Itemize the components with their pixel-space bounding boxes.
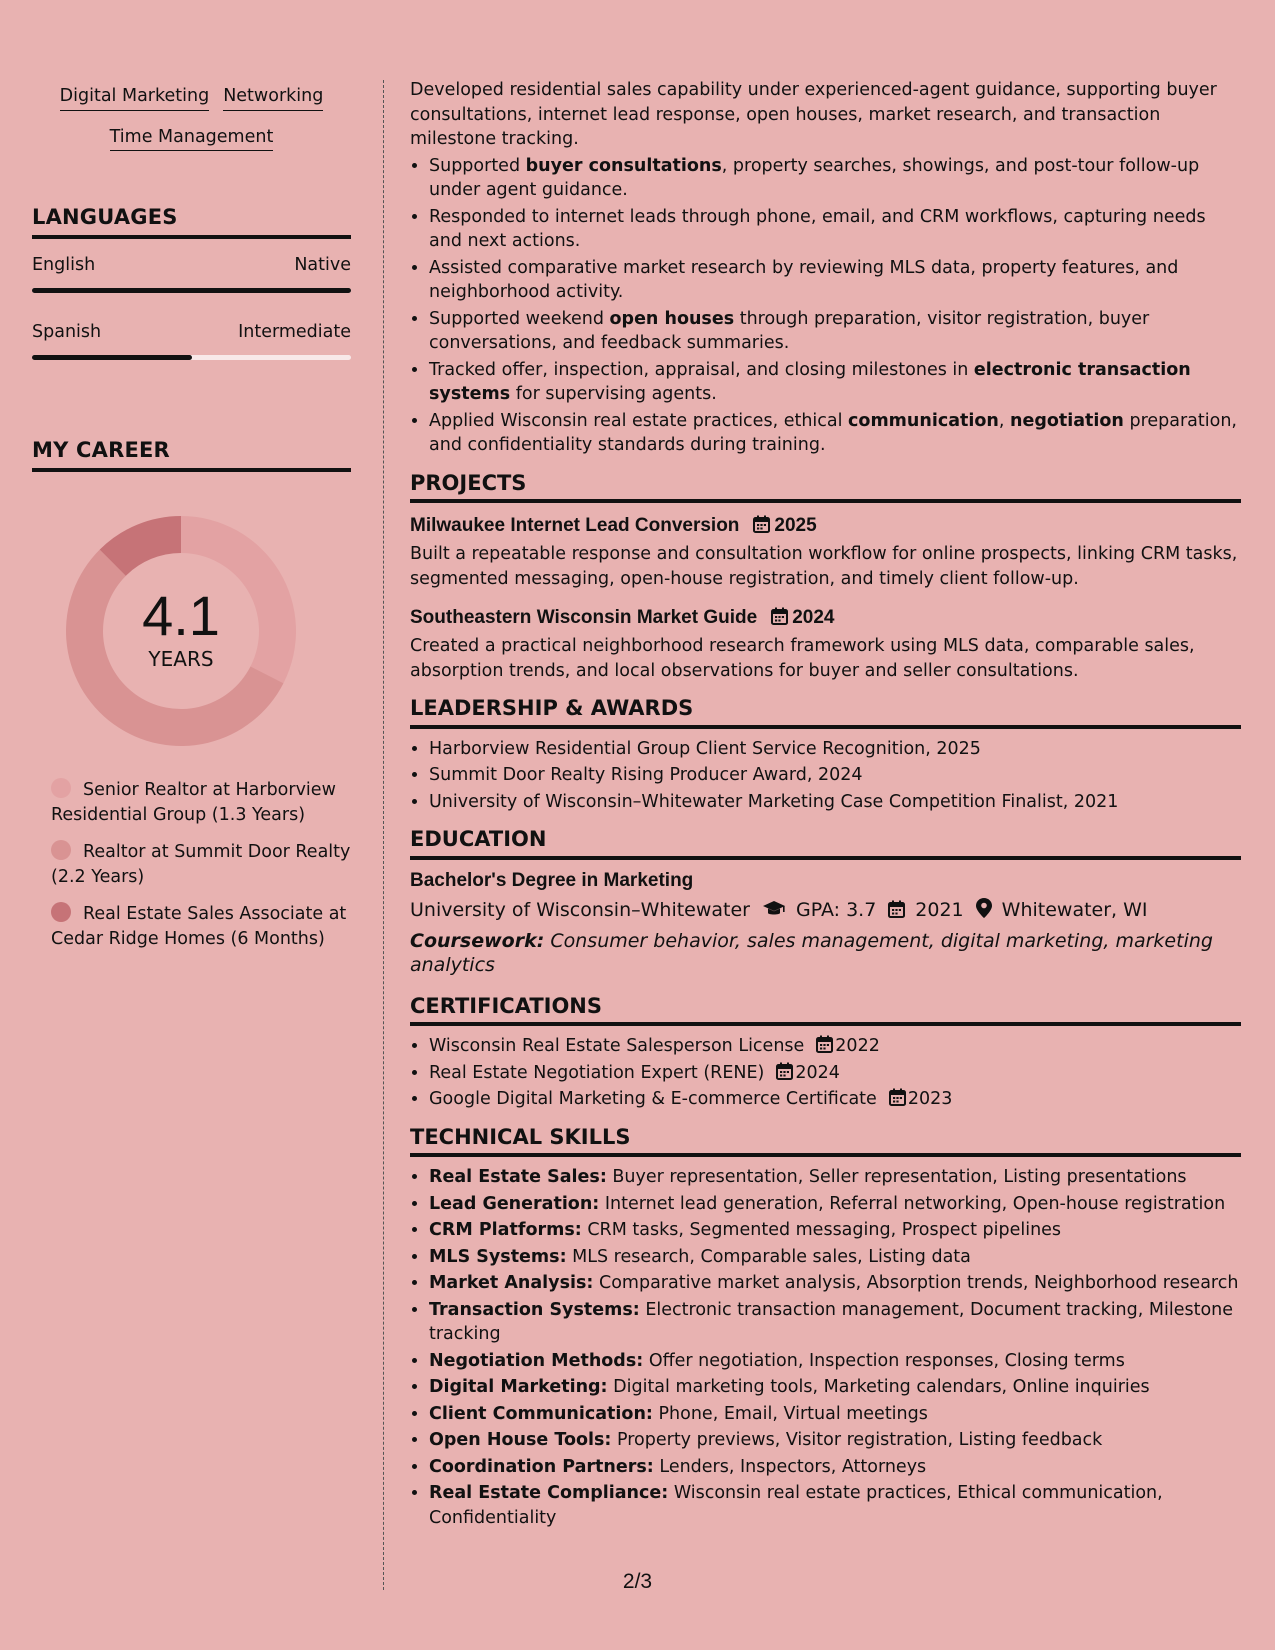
certification-item <box>429 1087 1241 1112</box>
list-item: • University of Wisconsin–Whitewater Marketing Case Competition Finalist, 2021 <box>429 790 1241 815</box>
certification-item <box>429 1061 1241 1086</box>
skill-item <box>429 1298 1241 1347</box>
language-bar-fill <box>32 355 192 360</box>
bullet-text: for supervising agents. <box>510 384 717 404</box>
list-item: • Harborview Residential Group Client Service Recognition, 2025 <box>429 737 1241 762</box>
calendar-icon <box>888 899 905 921</box>
project-year: 2024 <box>792 607 835 628</box>
education-coursework <box>410 929 1241 978</box>
career-legend-label: Senior Realtor at Harborview Residential Group (1.3 Years) <box>51 780 336 825</box>
skill-tag: Digital Marketing <box>60 88 210 111</box>
certification-name: Wisconsin Real Estate Salesperson License <box>429 1036 805 1056</box>
languages-title: LANGUAGES <box>32 205 351 239</box>
calendar-icon <box>771 607 788 628</box>
language-bar-fill <box>32 288 351 293</box>
language-name: Spanish <box>32 322 102 342</box>
bullet-keyword: open houses <box>609 308 735 329</box>
skill-category: Real Estate Compliance: <box>429 1483 669 1503</box>
experience-bullet <box>429 205 1241 254</box>
project-item <box>410 605 1241 683</box>
certification-name: Real Estate Negotiation Expert (RENE) <box>429 1062 765 1083</box>
certification-year: 2023 <box>907 1089 953 1109</box>
skills-title: TECHNICAL SKILLS <box>410 1125 1241 1158</box>
project-name: Southeastern Wisconsin Market Guide <box>410 607 758 628</box>
language-bar <box>32 355 351 360</box>
education-location: Whitewater, WI <box>1001 899 1148 921</box>
bullet-text: preparation, and confidentiality standards during training. <box>429 410 1237 455</box>
career-total-years: 4.1 <box>142 584 220 647</box>
skill-item <box>429 1402 1241 1427</box>
skill-values: Property previews, Visitor registration, Listing feedback <box>616 1430 1103 1450</box>
education-details <box>410 898 1241 923</box>
coursework-text: Consumer behavior, sales management, digital marketing, marketing analytics <box>410 929 1213 976</box>
project-description: Built a repeatable response and consultation workflow for online prospects, linking CRM tasks, segmented messaging, open-house registration, and timely client follow-up. <box>410 544 1238 589</box>
project-item <box>410 513 1241 591</box>
graduation-cap-icon <box>762 899 786 921</box>
skill-values: CRM tasks, Segmented messaging, Prospect pipelines <box>587 1220 1062 1240</box>
skill-item <box>429 1375 1241 1400</box>
legend-dot <box>51 778 71 798</box>
skill-values: Comparative market analysis, Absorption trends, Neighborhood research <box>598 1273 1239 1293</box>
skill-item <box>429 1428 1241 1453</box>
skill-item <box>429 1349 1241 1374</box>
career-legend-item <box>51 902 351 951</box>
bullet-keyword: buyer consultations <box>525 155 722 176</box>
skill-category: Lead Generation: <box>429 1193 600 1214</box>
skill-values: Offer negotiation, Inspection responses, Closing terms <box>648 1350 1125 1371</box>
skill-category: Digital Marketing: <box>429 1377 608 1397</box>
skill-item <box>429 1165 1241 1190</box>
legend-dot <box>51 840 71 860</box>
skill-category: Client Communication: <box>429 1403 653 1424</box>
experience-bullet <box>429 154 1241 203</box>
education-title: EDUCATION <box>410 827 1241 860</box>
experience-bullet <box>429 358 1241 407</box>
bullet-text: Supported weekend <box>429 308 610 329</box>
project-name: Milwaukee Internet Lead Conversion <box>410 515 740 536</box>
certification-year: 2024 <box>795 1062 840 1083</box>
bullet-text: Applied Wisconsin real estate practices, ethical <box>429 410 849 431</box>
experience-intro: Developed residential sales capability under experienced-agent guidance, supporting buyer consultations, internet lead response, open houses, market research, and transaction milestone tracking. <box>410 80 1217 149</box>
bullet-text: Tracked offer, inspection, appraisal, and closing milestones in <box>429 359 974 380</box>
skill-tags <box>32 80 351 161</box>
experience-bullet <box>429 256 1241 305</box>
project-year: 2025 <box>774 515 817 536</box>
skill-item <box>429 1245 1241 1270</box>
bullet-keyword: negotiation <box>1010 410 1124 431</box>
career-donut <box>66 516 296 746</box>
calendar-icon <box>776 1063 793 1083</box>
language-english <box>32 255 351 293</box>
skill-category: Market Analysis: <box>429 1273 594 1293</box>
certification-name: Google Digital Marketing & E-commerce Certificate <box>429 1089 877 1109</box>
certifications-title: CERTIFICATIONS <box>410 994 1241 1027</box>
career-legend <box>51 778 351 951</box>
skill-item <box>429 1271 1241 1296</box>
career-legend-label: Realtor at Summit Door Realty (2.2 Years) <box>51 842 351 887</box>
leadership-title: LEADERSHIP & AWARDS <box>410 696 1241 729</box>
skill-category: Real Estate Sales: <box>429 1167 607 1187</box>
experience-bullets <box>410 154 1241 458</box>
leadership-list <box>410 737 1241 815</box>
bullet-text: Responded to internet leads through phone, email, and CRM workflows, capturing needs and next actions. <box>429 206 1206 251</box>
skill-tag: Networking <box>223 88 323 111</box>
skill-category: Negotiation Methods: <box>429 1350 644 1371</box>
career-title: MY CAREER <box>32 438 351 472</box>
skill-item <box>429 1481 1241 1530</box>
column-divider <box>383 80 384 1590</box>
left-column <box>32 80 351 964</box>
skill-category: Transaction Systems: <box>429 1299 640 1320</box>
skill-values: Digital marketing tools, Marketing calendars, Online inquiries <box>613 1377 1150 1397</box>
right-column <box>410 78 1241 1532</box>
skill-values: MLS research, Comparable sales, Listing data <box>572 1246 971 1267</box>
career-legend-item <box>51 778 351 827</box>
education-year: 2021 <box>915 899 964 921</box>
education-degree: Bachelor's Degree in Marketing <box>410 869 694 891</box>
language-level: Native <box>294 255 351 275</box>
bullet-text: Assisted comparative market research by reviewing MLS data, property features, and neighborhood activity. <box>429 257 1179 302</box>
language-name: English <box>32 255 96 275</box>
location-pin-icon <box>976 899 992 921</box>
page-number: 2/3 <box>622 1570 653 1593</box>
skill-values: Internet lead generation, Referral networking, Open-house registration <box>604 1193 1226 1214</box>
bullet-text: through preparation, visitor registration, buyer conversations, and feedback summaries. <box>429 308 1150 353</box>
coursework-label: Coursework: <box>410 929 545 952</box>
bullet-keyword: communication <box>848 410 999 431</box>
skill-item <box>429 1218 1241 1243</box>
education-gpa: GPA: 3.7 <box>796 899 877 921</box>
skill-values: Wisconsin real estate practices, Ethical communication, Confidentiality <box>429 1483 1163 1528</box>
bullet-text: , property searches, showings, and post-tour follow-up under agent guidance. <box>429 155 1200 200</box>
bullet-text: Supported <box>429 155 526 176</box>
skill-values: Phone, Email, Virtual meetings <box>658 1403 928 1424</box>
skill-values: Electronic transaction management, Document tracking, Milestone tracking <box>429 1299 1234 1344</box>
skill-item <box>429 1192 1241 1217</box>
bullet-text: , <box>998 410 1010 431</box>
experience-bullet <box>429 307 1241 356</box>
career-legend-item <box>51 840 351 889</box>
skill-tag: Time Management <box>110 129 274 152</box>
skills-list <box>410 1165 1241 1530</box>
language-level: Intermediate <box>238 322 351 342</box>
certification-year: 2022 <box>835 1036 880 1056</box>
legend-dot <box>51 902 71 922</box>
skill-category: Open House Tools: <box>429 1430 612 1450</box>
career-total-unit: YEARS <box>148 647 214 671</box>
project-description: Created a practical neighborhood research framework using MLS data, comparable sales, absorption trends, and local observations for buyer and seller consultations. <box>410 636 1195 681</box>
skill-values: Buyer representation, Seller representation, Listing presentations <box>612 1167 1187 1187</box>
calendar-icon <box>889 1089 906 1109</box>
certification-item <box>429 1034 1241 1059</box>
career-legend-label: Real Estate Sales Associate at Cedar Ridge Homes (6 Months) <box>51 904 347 949</box>
certifications-list <box>410 1034 1241 1112</box>
skill-category: CRM Platforms: <box>429 1220 582 1240</box>
skill-values: Lenders, Inspectors, Attorneys <box>659 1456 927 1477</box>
education-school: University of Wisconsin–Whitewater <box>410 899 750 921</box>
calendar-icon <box>816 1036 833 1056</box>
projects-title: PROJECTS <box>410 471 1241 504</box>
calendar-icon <box>753 515 770 536</box>
language-bar <box>32 288 351 293</box>
bullet-keyword: electronic transaction systems <box>429 359 1191 404</box>
skill-category: Coordination Partners: <box>429 1456 654 1477</box>
experience-bullet <box>429 409 1241 458</box>
skill-item <box>429 1455 1241 1480</box>
language-spanish <box>32 322 351 360</box>
skill-category: MLS Systems: <box>429 1246 567 1267</box>
list-item: • Summit Door Realty Rising Producer Award, 2024 <box>429 763 1241 788</box>
